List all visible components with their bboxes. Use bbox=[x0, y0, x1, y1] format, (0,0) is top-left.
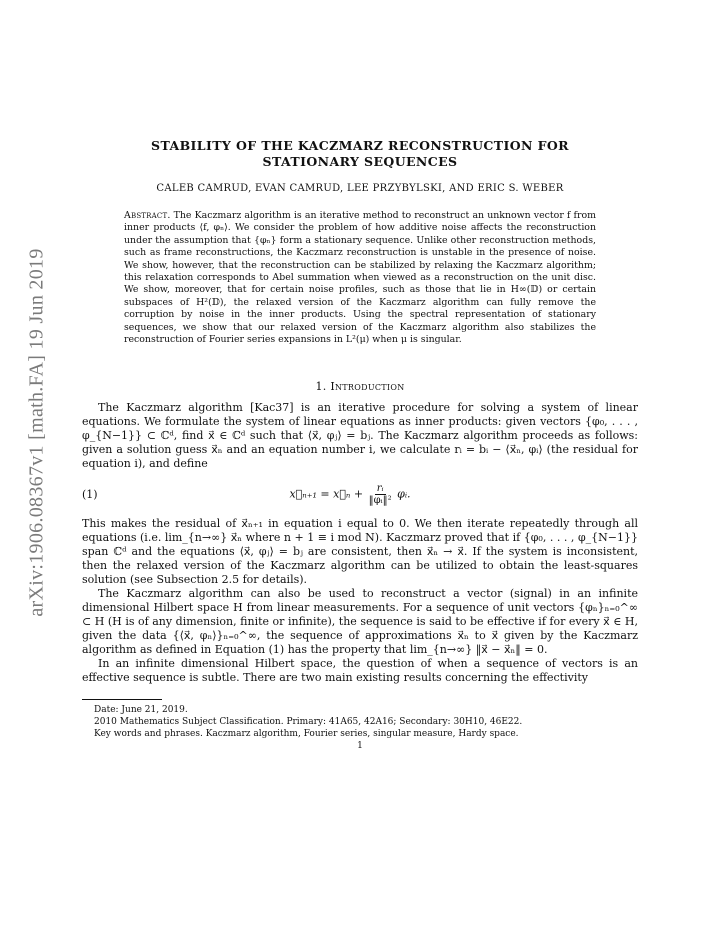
paper-title bbox=[82, 138, 638, 170]
abstract-label: Abstract. bbox=[124, 210, 171, 221]
section-heading bbox=[82, 380, 638, 393]
section-body bbox=[82, 401, 638, 685]
abstract bbox=[124, 210, 596, 346]
paragraph-2: This makes the residual of x⃗ₙ₊₁ in equation i equal to 0. We then iterate repeatedly through all equations (i.e. lim_{n→∞} x⃗ₙ where n + 1 ≡ i mod N). Kaczmarz proved that if {φ₀, . . . , φ_{N−1}} span ℂᵈ and the equations ⟨x⃗, φⱼ⟩ = bⱼ are consistent, then x⃗ₙ → x⃗. If the system is inconsistent, then the relaxed version of the Kaczmarz algorithm can be utilized to obtain the least-squares solution (see Subsection 2.5 for details). bbox=[82, 517, 638, 587]
equation-1 bbox=[82, 477, 638, 511]
section-title: Introduction bbox=[330, 380, 405, 394]
abstract-text: The Kaczmarz algorithm is an iterative method to reconstruct an unknown vector f from inner products ⟨f, φₙ⟩. We consider the problem of how additive noise affects the reconstruction under the assumption that {φₙ} form a stationary sequence. Unlike other reconstruction methods, such as frame reconstructions, the Kaczmarz reconstruction is unstable in the presence of noise. We show, however, that the reconstruction can be stabilized by relaxing the Kaczmarz algorithm; this relaxation corresponds to Abel summation when viewed as a reconstruction on the unit disc. We show, moreover, that for certain noise profiles, such as those that lie in H∞(𝔻) or certain subspaces of H²(𝔻), the relaxed version of the Kaczmarz algorithm can fully remove the corruption by noise in the inner products. Using the spectral representation of stationary sequences, we show that our relaxed version of the Kaczmarz algorithm also stabilizes the reconstruction of Fourier series expansions in L²(μ) when μ is singular. bbox=[124, 210, 596, 346]
equation-lhs: x⃗ₙ₊₁ = x⃗ₙ + bbox=[289, 487, 367, 501]
footnote-date: Date: June 21, 2019. bbox=[94, 705, 188, 716]
paper-page bbox=[82, 138, 638, 751]
title-line-2: STATIONARY SEQUENCES bbox=[262, 154, 458, 169]
footnote-keywords: Key words and phrases. Kaczmarz algorithm, Fourier series, singular measure, Hardy space. bbox=[94, 729, 519, 740]
equation-number: (1) bbox=[82, 487, 98, 501]
arxiv-stamp bbox=[22, 212, 52, 652]
equation-rhs: φᵢ. bbox=[397, 487, 411, 501]
equation-content bbox=[152, 483, 638, 506]
paragraph-1: The Kaczmarz algorithm [Kac37] is an iterative procedure for solving a system of linear equations. We formulate the system of linear equations as inner products: given vectors {φ₀, . . . , φ_{N−1}} ⊂ ℂᵈ, find x⃗ ∈ ℂᵈ such that ⟨x⃗, φⱼ⟩ = bⱼ. The Kaczmarz algorithm proceeds as follows: given a solution guess x⃗ₙ and an equation number i, we calculate rᵢ = bᵢ − ⟨x⃗ₙ, φᵢ⟩ (the residual for equation i), and define bbox=[82, 401, 638, 471]
equation-denominator: ‖φᵢ‖² bbox=[368, 494, 392, 506]
title-line-1: STABILITY OF THE KACZMARZ RECONSTRUCTION FOR bbox=[151, 138, 569, 153]
footnote-rule bbox=[82, 699, 162, 700]
equation-fraction bbox=[367, 483, 394, 506]
section-number: 1. bbox=[315, 380, 327, 394]
paragraph-3: The Kaczmarz algorithm can also be used to reconstruct a vector (signal) in an infinite dimensional Hilbert space H from linear measurements. For a sequence of unit vectors {φₙ}ₙ₌₀^∞ ⊂ H (H is of any dimension, finite or infinite), the sequence is said to be effective if for every x⃗ ∈ H, given the data {⟨x⃗, φₙ⟩}ₙ₌₀^∞, the sequence of approximations x⃗ₙ to x⃗ given by the Kaczmarz algorithm as defined in Equation (1) has the property that lim_{n→∞} ‖x⃗ − x⃗ₙ‖ = 0. bbox=[82, 587, 638, 657]
arxiv-stamp-text: arXiv:1906.08367v1 [math.FA] 19 Jun 2019 bbox=[25, 247, 48, 617]
page-number: 1 bbox=[357, 741, 363, 752]
equation-numerator: rᵢ bbox=[376, 482, 384, 494]
author-list: CALEB CAMRUD, EVAN CAMRUD, LEE PRZYBYLSKI, AND ERIC S. WEBER bbox=[156, 183, 564, 194]
paragraph-4: In an infinite dimensional Hilbert space, the question of when a sequence of vectors is an effective sequence is subtle. There are two main existing results concerning the effectivity bbox=[82, 657, 638, 685]
footnotes bbox=[82, 704, 638, 740]
footnote-msc: 2010 Mathematics Subject Classification. Primary: 41A65, 42A16; Secondary: 30H10, 46E22. bbox=[94, 717, 523, 728]
